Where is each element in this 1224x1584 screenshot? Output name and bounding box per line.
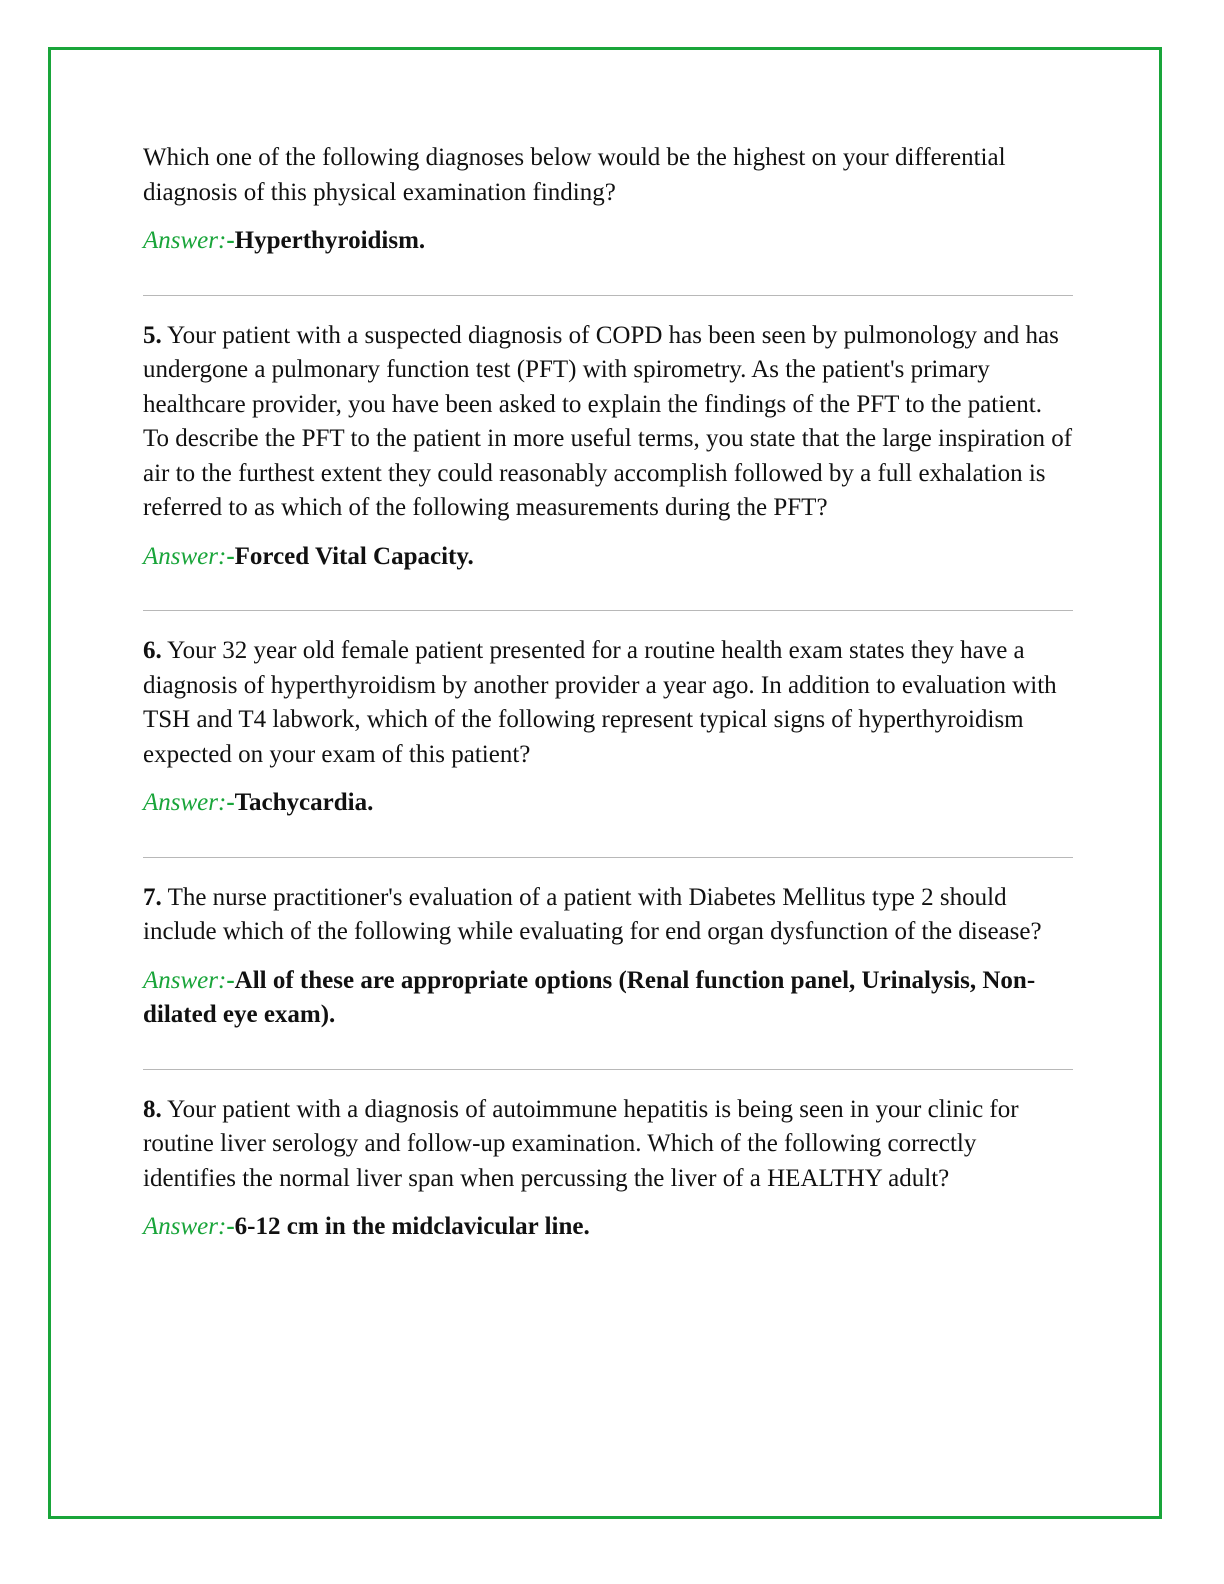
question-block [143, 1093, 1073, 1245]
answer-text: Hyperthyroidism. [234, 227, 426, 254]
question-body: Your 32 year old female patient presented for a routine health exam states they have a diagnosis of hyperthyroidism by another provider a year ago. In addition to evaluation with TSH and T4 labwork, which of the following represent typical signs of hyperthyroidism expected on your exam of this patient? [143, 637, 1057, 768]
answer-line [143, 964, 1073, 1033]
answer-text: All of these are appropriate options (Renal function panel, Urinalysis, Non-dilated eye exam). [143, 966, 1036, 1028]
answer-label: Answer: [143, 227, 227, 254]
question-text [143, 881, 1073, 950]
section-divider [143, 857, 1073, 858]
section-divider [143, 1069, 1073, 1070]
section-divider [143, 295, 1073, 296]
section-divider [143, 610, 1073, 611]
question-block [143, 319, 1073, 575]
question-body: Which one of the following diagnoses below would be the highest on your differential diagnosis of this physical examination finding? [143, 144, 1006, 206]
question-block [143, 141, 1073, 259]
answer-label: Answer: [143, 966, 227, 994]
answer-text: Tachycardia. [234, 789, 374, 816]
question-text [143, 634, 1073, 772]
answer-label: Answer: [143, 789, 227, 816]
question-block [143, 634, 1073, 821]
question-text [143, 141, 1073, 210]
answer-dash: - [226, 227, 235, 254]
answer-dash: - [226, 966, 235, 994]
question-number: 5. [143, 321, 162, 349]
answer-line [143, 540, 1073, 575]
question-number: 8. [143, 1095, 162, 1123]
answer-line [143, 1210, 1073, 1245]
answer-text: Forced Vital Capacity. [234, 542, 474, 570]
answer-label: Answer: [143, 1213, 227, 1240]
question-number: 6. [143, 637, 162, 664]
question-text [143, 319, 1073, 526]
question-body: Your patient with a diagnosis of autoimmune hepatitis is being seen in your clinic for routine liver serology and follow-up examination. Which of the following correctly identifies the normal liver span when percussing the liver of a HEALTHY adult? [143, 1095, 1019, 1192]
answer-text: 6-12 cm in the midclavicular line. [234, 1213, 590, 1240]
answer-dash: - [226, 789, 235, 816]
answer-label: Answer: [143, 542, 227, 570]
document-content [143, 141, 1073, 1245]
answer-line [143, 786, 1073, 821]
answer-dash: - [226, 1213, 235, 1240]
answer-dash: - [226, 542, 235, 570]
question-body: Your patient with a suspected diagnosis of COPD has been seen by pulmonology and has undergone a pulmonary function test (PFT) with spirometry. As the patient's primary healthcare provider, you have been asked to explain the findings of the PFT to the patient. To describe the PFT to the patient in more useful terms, you state that the large inspiration of air to the furthest extent they could reasonably accomplish followed by a full exhalation is referred to as which of the following measurements during the PFT? [143, 321, 1073, 521]
answer-line [143, 224, 1073, 259]
question-block [143, 881, 1073, 1033]
question-text [143, 1093, 1073, 1197]
question-body: The nurse practitioner's evaluation of a patient with Diabetes Mellitus type 2 should include which of the following while evaluating for end organ dysfunction of the disease? [143, 883, 1042, 945]
question-number: 7. [143, 883, 162, 911]
